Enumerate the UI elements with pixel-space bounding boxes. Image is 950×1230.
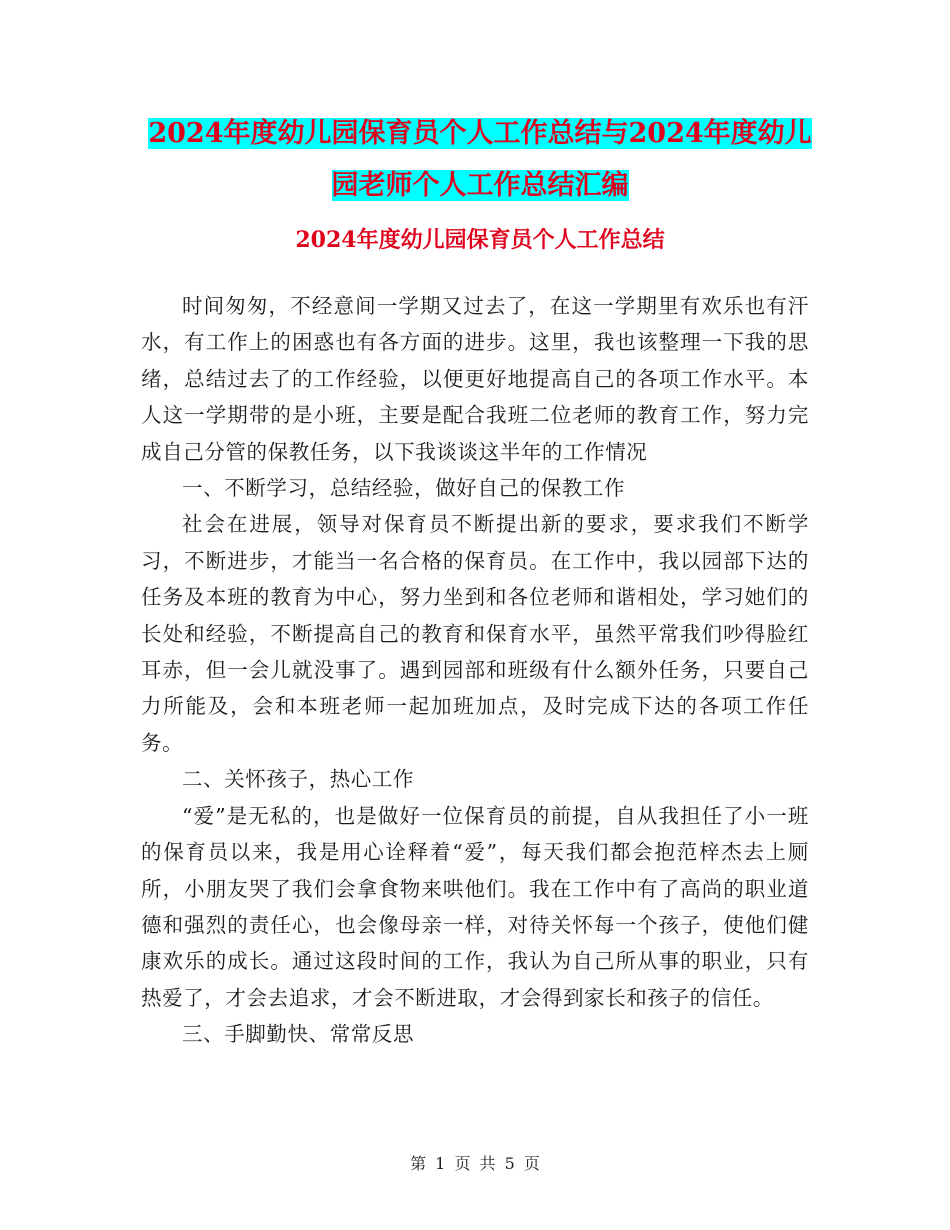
document-title-line-1: 2024年度幼儿园保育员个人工作总结与2024年度幼儿	[148, 118, 812, 149]
document-body	[141, 288, 809, 1053]
heading-section-2: 二、关怀孩子，热心工作	[182, 767, 415, 792]
page-footer: 第 1 页 共 5 页	[410, 1154, 540, 1173]
paragraph-intro: 时间匆匆，不经意间一学期又过去了，在这一学期里有欢乐也有汗水，有工作上的困惑也有各方面的进步。这里，我也该整理一下我的思绪，总结过去了的工作经验，以便更好地提高自己的各项工作水平。本人这一学期带的是小班，主要是配合我班二位老师的教育工作，努力完成自己分管的保教任务，以下我谈谈这半年的工作情况	[141, 294, 809, 464]
heading-section-1: 一、不断学习，总结经验，做好自己的保教工作	[182, 476, 626, 501]
document-title-line-2: 园老师个人工作总结汇编	[331, 170, 629, 201]
paragraph-section-2: “爱”是无私的，也是做好一位保育员的前提，自从我担任了小一班的保育员以来，我是用心诠释着“爱”，每天我们都会抱范梓杰去上厕所，小朋友哭了我们会拿食物来哄他们。我在工作中有了高尚的职业道德和强烈的责任心，也会像母亲一样，对待关怀每一个孩子，使他们健康欢乐的成长。通过这段时间的工作，我认为自己所从事的职业，只有热爱了，才会去追求，才会不断进取，才会得到家长和孩子的信任。	[141, 803, 809, 1010]
paragraph-section-1: 社会在进展，领导对保育员不断提出新的要求，要求我们不断学习，不断进步，才能当一名合格的保育员。在工作中，我以园部下达的任务及本班的教育为中心，努力坐到和各位老师和谐相处，学习她们的长处和经验，不断提高自己的教育和保育水平，虽然平常我们吵得脸红耳赤，但一会儿就没事了。遇到园部和班级有什么额外任务，只要自己力所能及，会和本班老师一起加班加点，及时完成下达的各项工作任务。	[141, 512, 809, 755]
document-title	[140, 108, 820, 212]
heading-section-3: 三、手脚勤快、常常反思	[182, 1022, 415, 1047]
section-title: 2024年度幼儿园保育员个人工作总结	[295, 227, 665, 253]
